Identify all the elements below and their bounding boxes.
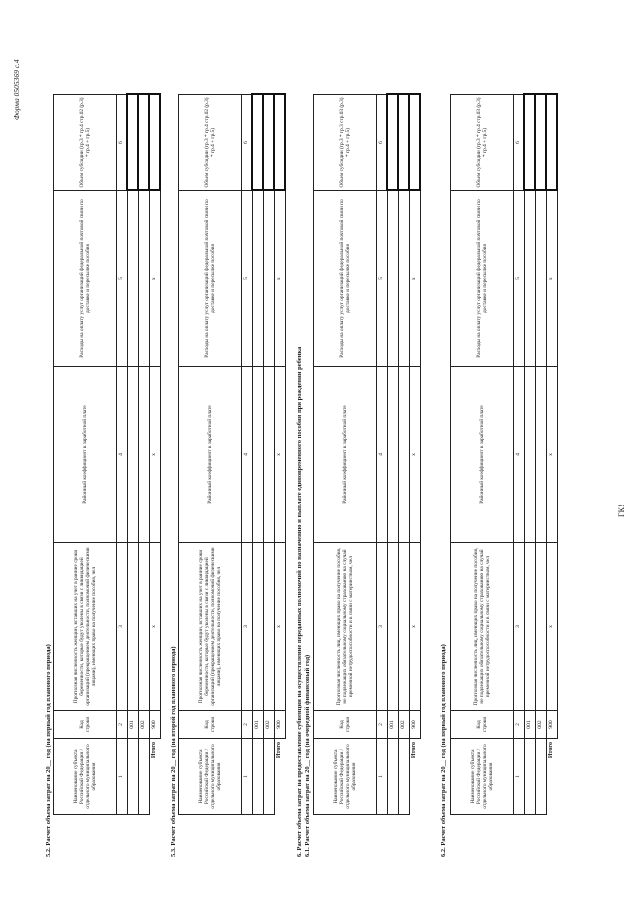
table-5-2 [53,94,161,816]
col-number: 5 [377,191,388,367]
total-value-cell [149,95,160,191]
total-x: x [409,543,420,711]
total-x: x [546,367,557,543]
header-coefficient: Районный коэффициент к заработной плате [179,367,242,543]
value-cell [387,95,398,191]
col-number: 1 [117,739,128,815]
total-x: x [274,543,285,711]
value-cell [524,543,535,711]
row-code: 002 [263,711,274,739]
col-number: 5 [514,191,525,367]
header-subsidy: Объем субсидии (гр.3 * гр.4 стр.02 (р.3) * гр.4 + гр.5) [179,95,242,191]
total-label: Итого [409,739,420,815]
total-x: x [149,367,160,543]
col-number: 4 [242,367,253,543]
total-code: 900 [274,711,285,739]
header-coefficient: Районный коэффициент к заработной плате [451,367,514,543]
col-number: 5 [117,191,128,367]
value-cell [138,543,149,711]
name-cell [263,739,274,815]
name-cell [398,739,409,815]
header-name: Наименование субъекта Российской Федерации / отдельного муниципального образования [451,739,514,815]
value-cell [524,367,535,543]
col-number: 2 [117,711,128,739]
col-number: 6 [514,95,525,191]
section-title-6: 6. Расчет объема затрат на предоставление субвенции на осуществление переданных полномочий по назначению и выплате единовременного пособия при рождении ребенка [296,346,303,857]
total-x: x [546,543,557,711]
header-subsidy: Объем субсидии (гр.3 * гр.4 стр.02 (р.3) * гр.4 + гр.5) [54,95,117,191]
section-title-6-1: 6.1. Расчет объема затрат на 20__ год (на очередной финансовый год) [304,654,311,857]
header-code: Код строки [54,711,117,739]
row-code: 001 [252,711,263,739]
value-cell [535,367,546,543]
total-value-cell [546,95,557,191]
table-5-3 [178,94,286,816]
name-cell [127,739,138,815]
header-code: Код строки [451,711,514,739]
name-cell [524,739,535,815]
header-name: Наименование субъекта Российской Федерации / отдельного муниципального образования [314,739,377,815]
total-label: Итого [149,739,160,815]
header-coefficient: Районный коэффициент к заработной плате [314,367,377,543]
col-number: 1 [242,739,253,815]
total-x: x [149,191,160,367]
value-cell [138,191,149,367]
row-code: 002 [398,711,409,739]
value-cell [398,191,409,367]
total-code: 900 [149,711,160,739]
value-cell [127,367,138,543]
col-number: 3 [242,543,253,711]
header-subsidy: Объем субсидии (гр.3 * гр.4 стр.03 (р.3) * гр.4 + гр.5) [451,95,514,191]
form-code: Форма 0505369 с.4 [12,59,21,120]
header-count: Прогнозная численность лиц, имеющих право на получение пособия, не подлежащих обязательному социальному страхованию на случай временной нетрудоспособности и в связи с материнством, чел [314,543,377,711]
name-cell [252,739,263,815]
col-number: 3 [514,543,525,711]
header-name: Наименование субъекта Российской Федерации / отдельного муниципального образования [179,739,242,815]
total-label: Итого [274,739,285,815]
section-title-5-3: 5.3. Расчет объема затрат на 20__ год (на второй год планового периода) [170,646,177,857]
sheet-label: ГК! [617,504,626,517]
table-6-1 [313,94,421,816]
col-number: 6 [242,95,253,191]
col-number: 3 [117,543,128,711]
value-cell [524,191,535,367]
header-name: Наименование субъекта Российской Федерации / отдельного муниципального образования [54,739,117,815]
value-cell [263,543,274,711]
value-cell [263,95,274,191]
header-postal: Расходы на оплату услуг организаций федеральной почтовой связи по доставке и пересылке пособия [54,191,117,367]
row-code: 001 [387,711,398,739]
total-label: Итого [546,739,557,815]
value-cell [535,191,546,367]
name-cell [535,739,546,815]
col-number: 4 [117,367,128,543]
col-number: 6 [377,95,388,191]
col-number: 3 [377,543,388,711]
name-cell [138,739,149,815]
col-number: 2 [377,711,388,739]
header-coefficient: Районный коэффициент к заработной плате [54,367,117,543]
value-cell [263,367,274,543]
header-count: Прогнозная численность женщин, вставших на учет в ранние сроки беременности, которые будут уволены в связи с ликвидацией организаций (прекращением деятельности, полномочий физическими лицами), имеющих право на получение пособия, чел [179,543,242,711]
row-code: 002 [535,711,546,739]
col-number: 4 [514,367,525,543]
value-cell [387,367,398,543]
header-postal: Расходы на оплату услуг организаций федеральной почтовой связи по доставке и пересылке пособия [451,191,514,367]
col-number: 1 [377,739,388,815]
value-cell [398,543,409,711]
total-x: x [149,543,160,711]
header-code: Код строки [314,711,377,739]
value-cell [535,543,546,711]
total-x: x [274,191,285,367]
row-code: 002 [138,711,149,739]
total-x: x [409,367,420,543]
total-code: 900 [546,711,557,739]
total-value-cell [274,95,285,191]
header-code: Код строки [179,711,242,739]
value-cell [387,543,398,711]
value-cell [127,543,138,711]
value-cell [524,95,535,191]
row-code: 001 [524,711,535,739]
section-title-5-2: 5.2. Расчет объема затрат на 20__ год (на первый год планового периода) [45,644,52,857]
value-cell [127,191,138,367]
header-subsidy: Объем субсидии (гр.3 * гр.3 стр.03 (р.3) * гр.4 + гр.5) [314,95,377,191]
header-postal: Расходы на оплату услуг организаций федеральной почтовой связи по доставке и пересылке пособия [314,191,377,367]
value-cell [398,367,409,543]
value-cell [252,543,263,711]
total-x: x [274,367,285,543]
col-number: 6 [117,95,128,191]
value-cell [138,95,149,191]
value-cell [398,95,409,191]
col-number: 1 [514,739,525,815]
col-number: 4 [377,367,388,543]
value-cell [252,367,263,543]
value-cell [252,95,263,191]
header-count: Прогнозная численность женщин, вставших на учет в ранние сроки беременности, которые будут уволены в связи с ликвидацией организаций (прекращением деятельности, полномочий физическими лицами), имеющих право на получение пособия, чел [54,543,117,711]
total-x: x [409,191,420,367]
value-cell [127,95,138,191]
header-postal: Расходы на оплату услуг организаций федеральной почтовой связи по доставке и пересылке пособия [179,191,242,367]
total-x: x [546,191,557,367]
header-count: Прогнозная численность лиц, имеющих право на получение пособия, не подлежащих обязательному социальному страхованию на случай временной нетрудоспособности и в связи с материнством, чел [451,543,514,711]
value-cell [535,95,546,191]
col-number: 2 [242,711,253,739]
value-cell [263,191,274,367]
value-cell [252,191,263,367]
col-number: 5 [242,191,253,367]
total-value-cell [409,95,420,191]
col-number: 2 [514,711,525,739]
name-cell [387,739,398,815]
row-code: 001 [127,711,138,739]
table-6-2 [450,94,558,816]
section-title-6-2: 6.2. Расчет объема затрат на 20__ год (на первый год планового периода) [440,644,447,857]
value-cell [138,367,149,543]
value-cell [387,191,398,367]
total-code: 900 [409,711,420,739]
